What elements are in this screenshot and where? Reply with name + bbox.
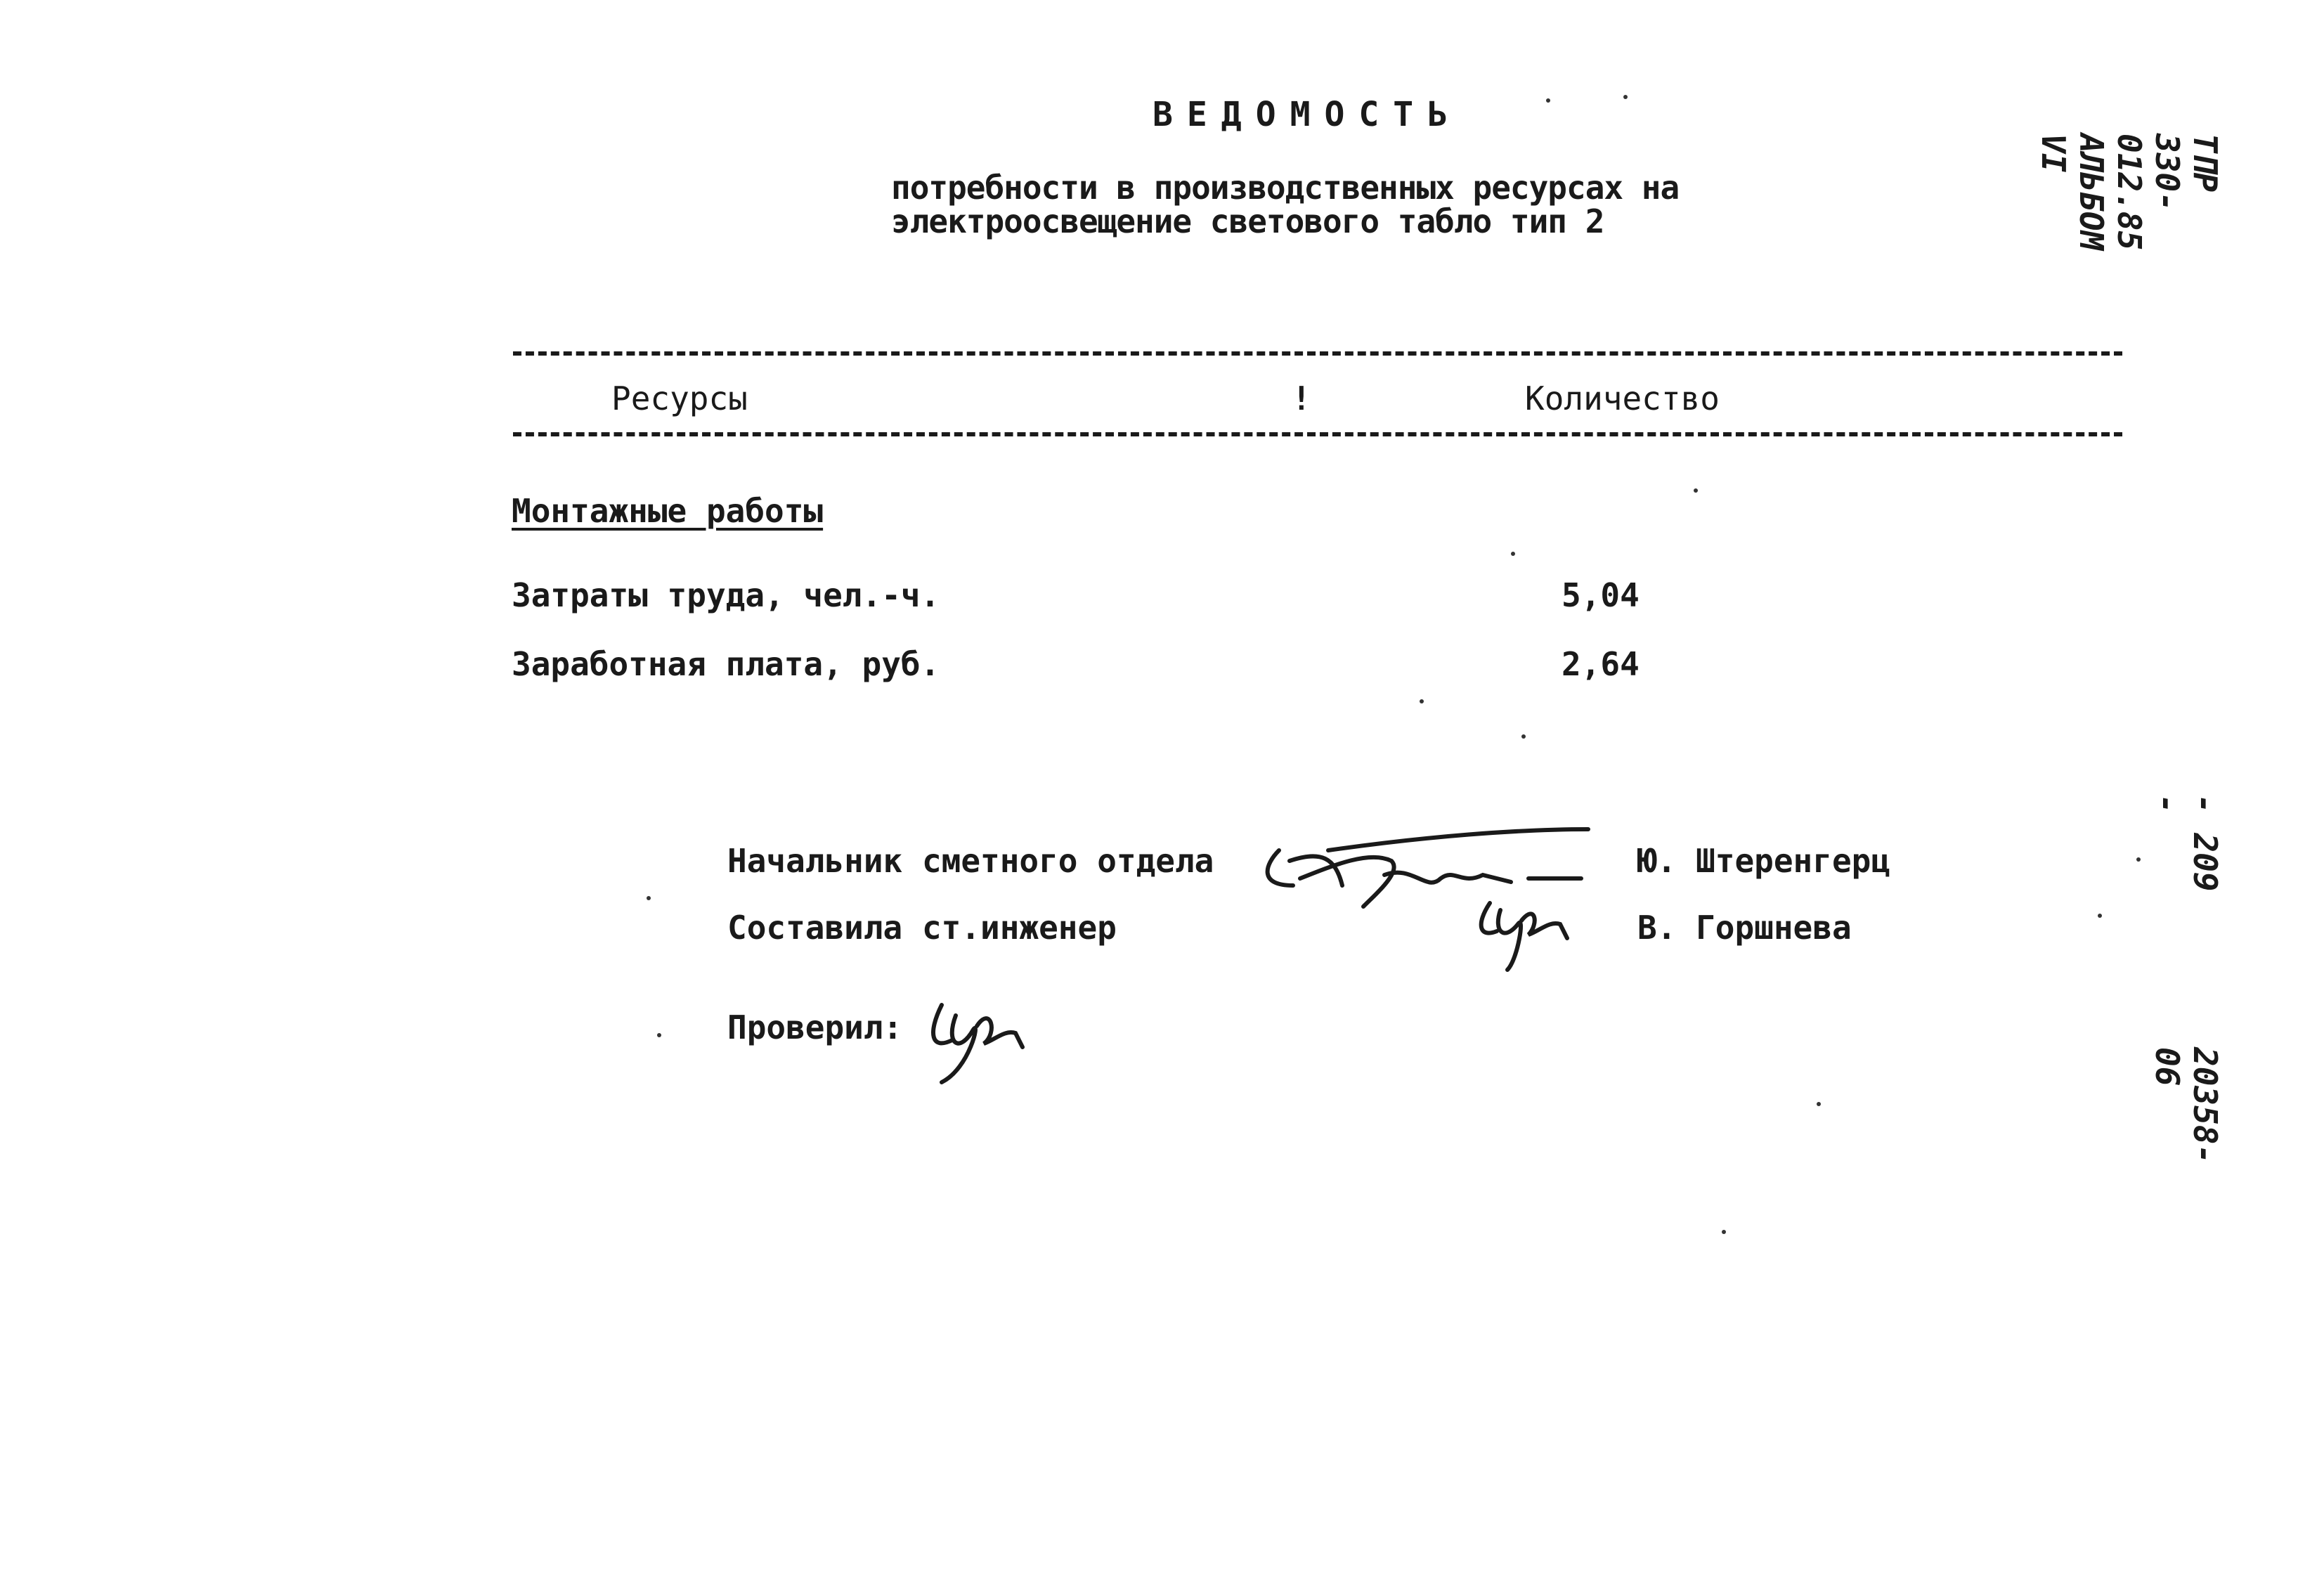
document-title: ВЕДОМОСТЬ [1153,95,1462,134]
signature-role: Составила ст.инженер [727,909,1117,947]
column-header-resources: Ресурсы [611,379,748,417]
document-subtitle-line1: потребности в производственных ресурсах на [891,169,1680,207]
column-separator: ! [1292,379,1311,417]
scan-speck [647,896,651,900]
table-top-rule [513,351,2122,356]
scan-speck [1623,95,1628,99]
signature-role: Начальник сметного отдела [727,842,1214,880]
margin-album-reference: ТПР 330-012.85 АЛЬБОМ VI [2034,134,2224,251]
section-title: Монтажные работы [512,492,824,530]
table-row-value: 2,64 [1562,645,1640,683]
scan-speck [2098,914,2102,918]
signature-name: Ю. Штеренгерц [1637,842,1891,880]
signature-name: В. Горшнева [1637,909,1852,947]
handwritten-signature-checker [921,984,1033,1089]
scan-speck [1521,734,1526,739]
margin-sheet-code: 20358-06 [2148,1047,2224,1164]
signature-role: Проверил: [727,1008,903,1046]
scan-speck [1546,98,1550,103]
table-header-rule [513,432,2122,436]
scan-speck [1420,699,1424,703]
scan-speck [1511,552,1515,556]
handwritten-signature-engineer [1469,882,1581,966]
scan-speck [2136,857,2141,862]
scan-speck [657,1033,661,1037]
scan-speck [1694,488,1698,493]
scan-speck [1817,1102,1821,1106]
table-row-label: Затраты труда, чел.-ч. [512,576,940,614]
table-row-label: Заработная плата, руб. [512,645,940,683]
margin-page-number: - 209 - [2148,794,2224,892]
scan-speck [1722,1230,1726,1234]
table-row-value: 5,04 [1562,576,1640,614]
column-header-quantity: Количество [1525,379,1720,417]
document-subtitle-line2: электроосвещение светового табло тип 2 [891,202,1604,240]
